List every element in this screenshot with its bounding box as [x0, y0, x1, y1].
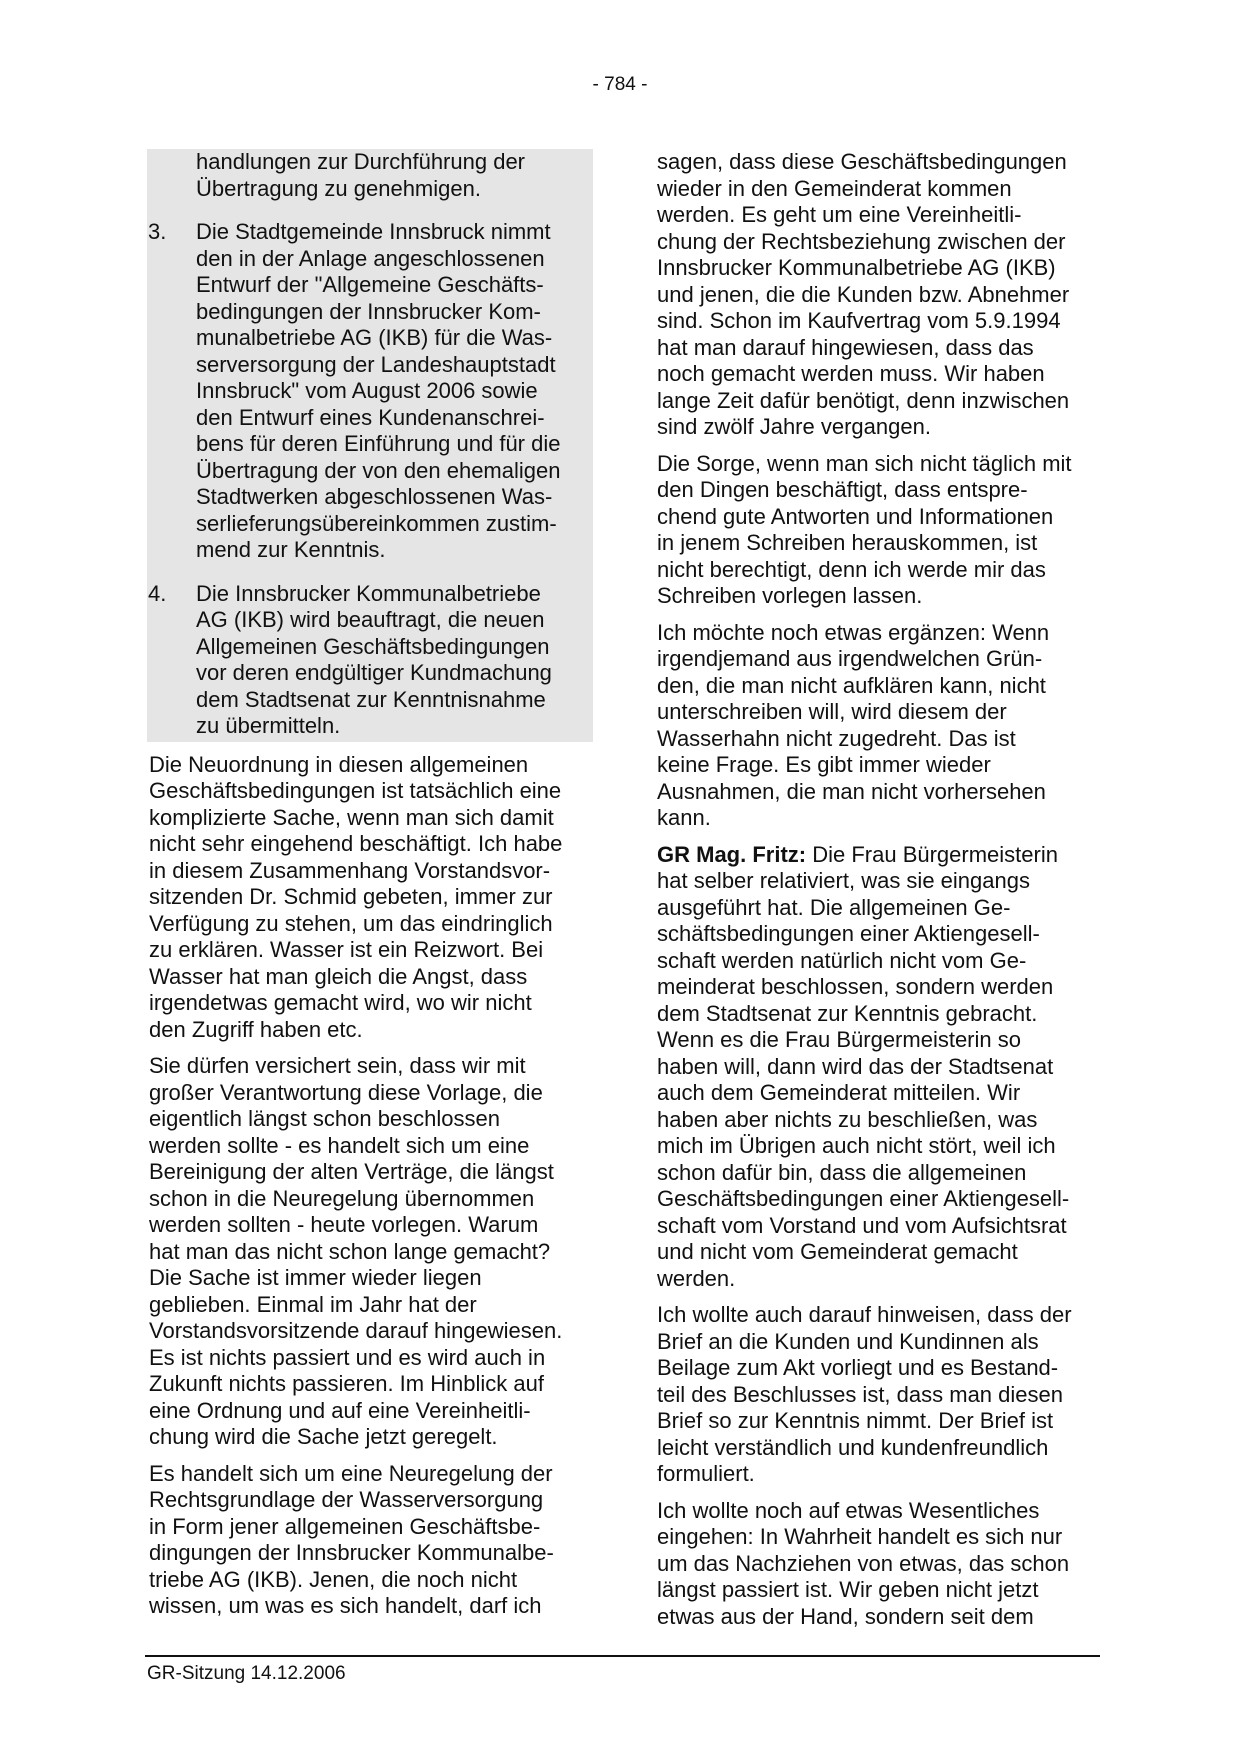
text-line: chend gute Antworten und Informationen	[657, 503, 1054, 529]
text-line: irgendjemand aus irgendwelchen Grün-	[657, 646, 1043, 671]
paragraph	[147, 1461, 593, 1620]
text-line: Vorstandsvorsitzende darauf hingewiesen.	[149, 1318, 563, 1343]
text-line: vor deren endgültiger Kundmachung	[196, 660, 552, 685]
text-line: Innsbrucker Kommunalbetriebe AG (IKB)	[657, 255, 1056, 280]
text-line: nicht berechtigt, denn ich werde mir das	[657, 556, 1046, 582]
right-column	[657, 149, 1107, 1640]
text-line: etwas aus der Hand, sondern seit dem	[657, 1603, 1034, 1629]
text-line: werden sollten - heute vorlegen. Warum	[149, 1212, 539, 1237]
text-line: Innsbruck" vom August 2006 sowie	[196, 378, 538, 403]
text-line: Stadtwerken abgeschlossenen Was-	[196, 484, 553, 509]
text-line: chung wird die Sache jetzt geregelt.	[149, 1424, 498, 1449]
text-line: noch gemacht werden muss. Wir haben	[657, 361, 1045, 386]
text-line: Wasser hat man gleich die Angst, dass	[149, 963, 528, 989]
text-line: triebe AG (IKB). Jenen, die noch nicht	[149, 1566, 518, 1592]
text-line: Sie dürfen versichert sein, dass wir mit	[149, 1053, 526, 1078]
text-line: großer Verantwortung diese Vorlage, die	[149, 1079, 543, 1105]
text-line: teil des Beschlusses ist, dass man diesen	[657, 1381, 1063, 1407]
text-line: Ich möchte noch etwas ergänzen: Wenn	[657, 619, 1050, 645]
text-line: längst passiert ist. Wir geben nicht jetzt	[657, 1577, 1039, 1602]
text-line: werden. Es geht um eine Vereinheitli-	[657, 202, 1022, 227]
paragraph	[657, 1302, 1107, 1488]
text-line: den Zugriff haben etc.	[149, 1016, 363, 1042]
text-line: dingungen der Innsbrucker Kommunalbe-	[149, 1540, 554, 1565]
text-line: bedingungen der Innsbrucker Kom-	[196, 298, 541, 324]
text-line: Geschäftsbedingungen einer Aktiengesell-	[657, 1186, 1070, 1211]
text-line: handlungen zur Durchführung der	[196, 149, 526, 174]
text-line: den in der Anlage angeschlossenen	[196, 245, 545, 271]
text-line: leicht verständlich und kundenfreundlich	[657, 1434, 1049, 1460]
page-number: - 784 -	[592, 74, 648, 95]
text-line: munalbetriebe AG (IKB) für die Was-	[196, 325, 553, 350]
text-line: Es handelt sich um eine Neuregelung der	[149, 1460, 553, 1486]
text-line: schon dafür bin, dass die allgemeinen	[657, 1159, 1027, 1185]
text-line: Es ist nichts passiert und es wird auch in	[149, 1344, 546, 1370]
text-line: bens für deren Einführung und für die	[196, 431, 561, 456]
text-line: serversorgung der Landeshauptstadt	[196, 351, 556, 377]
text-line: Die Innsbrucker Kommunalbetriebe	[196, 580, 541, 606]
text-line: Verfügung zu stehen, um das eindringlich	[149, 910, 553, 936]
text-line: wieder in den Gemeinderat kommen	[657, 175, 1012, 201]
text-line: lange Zeit dafür benötigt, denn inzwischen	[657, 387, 1070, 413]
text-line: Entwurf der "Allgemeine Geschäfts-	[196, 272, 544, 297]
text-line	[657, 842, 1107, 869]
text-line: haben will, dann wird das der Stadtsenat	[657, 1053, 1054, 1079]
text-line: ausgeführt hat. Die allgemeinen Ge-	[657, 894, 1011, 920]
text-line: AG (IKB) wird beauftragt, die neuen	[196, 607, 545, 632]
text-line: kann.	[657, 805, 711, 830]
text-line: wissen, um was es sich handelt, darf ich	[149, 1593, 542, 1618]
text-line: eigentlich längst schon beschlossen	[149, 1106, 501, 1131]
text-line: dem Stadtsenat zur Kenntnisnahme	[196, 686, 546, 712]
text-line: keine Frage. Es gibt immer wieder	[657, 752, 991, 777]
paragraph	[657, 620, 1107, 832]
text-line: geblieben. Einmal im Jahr hat der	[149, 1291, 477, 1317]
text-line: Ich wollte noch auf etwas Wesentliches	[657, 1497, 1040, 1523]
text-line: Geschäftsbedingungen ist tatsächlich eine	[149, 778, 562, 803]
text-line: in jenem Schreiben herauskommen, ist	[657, 530, 1038, 555]
text-line: mich im Übrigen auch nicht stört, weil ich	[657, 1133, 1056, 1158]
text-line: Schreiben vorlegen lassen.	[657, 583, 923, 608]
list-number: 3.	[148, 219, 167, 244]
text-line: formuliert.	[657, 1461, 755, 1486]
text-line: hat selber relativiert, was sie eingangs	[657, 868, 1030, 893]
text-line: zu übermitteln.	[196, 713, 341, 738]
text-line: um das Nachziehen von etwas, das schon	[657, 1550, 1070, 1576]
paragraph	[147, 1053, 593, 1451]
text-line: werden sollte - es handelt sich um eine	[149, 1132, 530, 1158]
text-line: serlieferungsübereinkommen zustim-	[196, 510, 557, 536]
text-line: hat man das nicht schon lange gemacht?	[149, 1238, 551, 1264]
text-line: Bereinigung der alten Verträge, die längst	[149, 1159, 554, 1184]
text-line: werden.	[657, 1265, 736, 1291]
text-line: sagen, dass diese Geschäftsbedingungen	[657, 149, 1067, 174]
text-line: den Dingen beschäftigt, dass entspre-	[657, 477, 1028, 502]
text-line: den, die man nicht aufklären kann, nicht	[657, 672, 1046, 698]
left-column	[147, 149, 593, 1630]
text-line: Die Neuordnung in diesen allgemeinen	[149, 751, 529, 777]
paragraph	[657, 1498, 1107, 1631]
text-line: schaft werden natürlich nicht vom Ge-	[657, 947, 1027, 973]
list-number: 4.	[148, 580, 167, 606]
text-line: den Entwurf eines Kundenanschrei-	[196, 404, 545, 430]
paragraph	[657, 149, 1107, 441]
text-line: nicht sehr eingehend beschäftigt. Ich habe	[149, 831, 563, 856]
text-line: Beilage zum Akt vorliegt und es Bestand-	[657, 1355, 1059, 1380]
text-line: in Form jener allgemeinen Geschäftsbe-	[149, 1513, 541, 1539]
text-line: sind zwölf Jahre vergangen.	[657, 414, 931, 439]
text-line: irgendetwas gemacht wird, wo wir nicht	[149, 990, 532, 1015]
text-line: meinderat beschlossen, sondern werden	[657, 974, 1054, 999]
text-line: in diesem Zusammenhang Vorstandsvor-	[149, 857, 551, 883]
list-item	[147, 581, 593, 740]
resolution-box	[147, 149, 593, 742]
text-line: eingehen: In Wahrheit handelt es sich nur	[657, 1524, 1063, 1549]
text-line: Brief so zur Kenntnis nimmt. Der Brief ist	[657, 1408, 1054, 1433]
text-line: komplizierte Sache, wenn man sich damit	[149, 804, 554, 830]
text-line: zu erklären. Wasser ist ein Reizwort. Bei	[149, 937, 544, 962]
paragraph	[657, 451, 1107, 610]
text-line: unterschreiben will, wird diesem der	[657, 699, 1007, 724]
text-line: Ausnahmen, die man nicht vorhersehen	[657, 778, 1046, 804]
text-line: Wasserhahn nicht zugedreht. Das ist	[657, 725, 1016, 751]
text-line: eine Ordnung und auf eine Vereinheitli-	[149, 1397, 531, 1423]
text-line: sind. Schon im Kaufvertrag vom 5.9.1994	[657, 308, 1061, 333]
text-line: sitzenden Dr. Schmid gebeten, immer zur	[149, 884, 553, 909]
speaker-text: Die Frau Bürgermeisterin	[806, 841, 1058, 867]
speaker-name: GR Mag. Fritz:	[657, 841, 807, 867]
text-line: Die Sache ist immer wieder liegen	[149, 1265, 482, 1290]
text-line: Rechtsgrundlage der Wasserversorgung	[149, 1487, 544, 1512]
text-line: Allgemeinen Geschäftsbedingungen	[196, 633, 550, 659]
list-continuation	[147, 149, 593, 202]
text-line: auch dem Gemeinderat mitteilen. Wir	[657, 1080, 1021, 1105]
text-line: schäftsbedingungen einer Aktiengesell-	[657, 921, 1040, 946]
text-line: und jenen, die die Kunden bzw. Abnehmer	[657, 281, 1070, 307]
text-line: chung der Rechtsbeziehung zwischen der	[657, 228, 1066, 254]
text-line: schon in die Neuregelung übernommen	[149, 1185, 535, 1211]
list-item	[147, 219, 593, 564]
text-line: Ich wollte auch darauf hinweisen, dass der	[657, 1302, 1072, 1327]
paragraph	[147, 752, 593, 1044]
text-line: Wenn es die Frau Bürgermeisterin so	[657, 1027, 1021, 1052]
text-line: Zukunft nichts passieren. Im Hinblick auf	[149, 1371, 544, 1396]
text-line: Die Sorge, wenn man sich nicht täglich mit	[657, 450, 1072, 476]
text-line: mend zur Kenntnis.	[196, 537, 386, 562]
footer-divider	[145, 1655, 1100, 1657]
footer-text: GR-Sitzung 14.12.2006	[147, 1663, 346, 1684]
text-line: hat man darauf hingewiesen, dass das	[657, 334, 1034, 360]
text-line: und nicht vom Gemeinderat gemacht	[657, 1239, 1018, 1264]
text-line: Brief an die Kunden und Kundinnen als	[657, 1328, 1039, 1354]
text-line: schaft vom Vorstand und vom Aufsichtsrat	[657, 1212, 1067, 1238]
text-line: haben aber nichts zu beschließen, was	[657, 1106, 1038, 1132]
text-line: Übertragung der von den ehemaligen	[196, 457, 561, 483]
text-line: Übertragung zu genehmigen.	[196, 175, 481, 201]
text-line: dem Stadtsenat zur Kenntnis gebracht.	[657, 1000, 1038, 1026]
speaker-paragraph	[657, 842, 1107, 1293]
text-line: Die Stadtgemeinde Innsbruck nimmt	[196, 219, 551, 244]
